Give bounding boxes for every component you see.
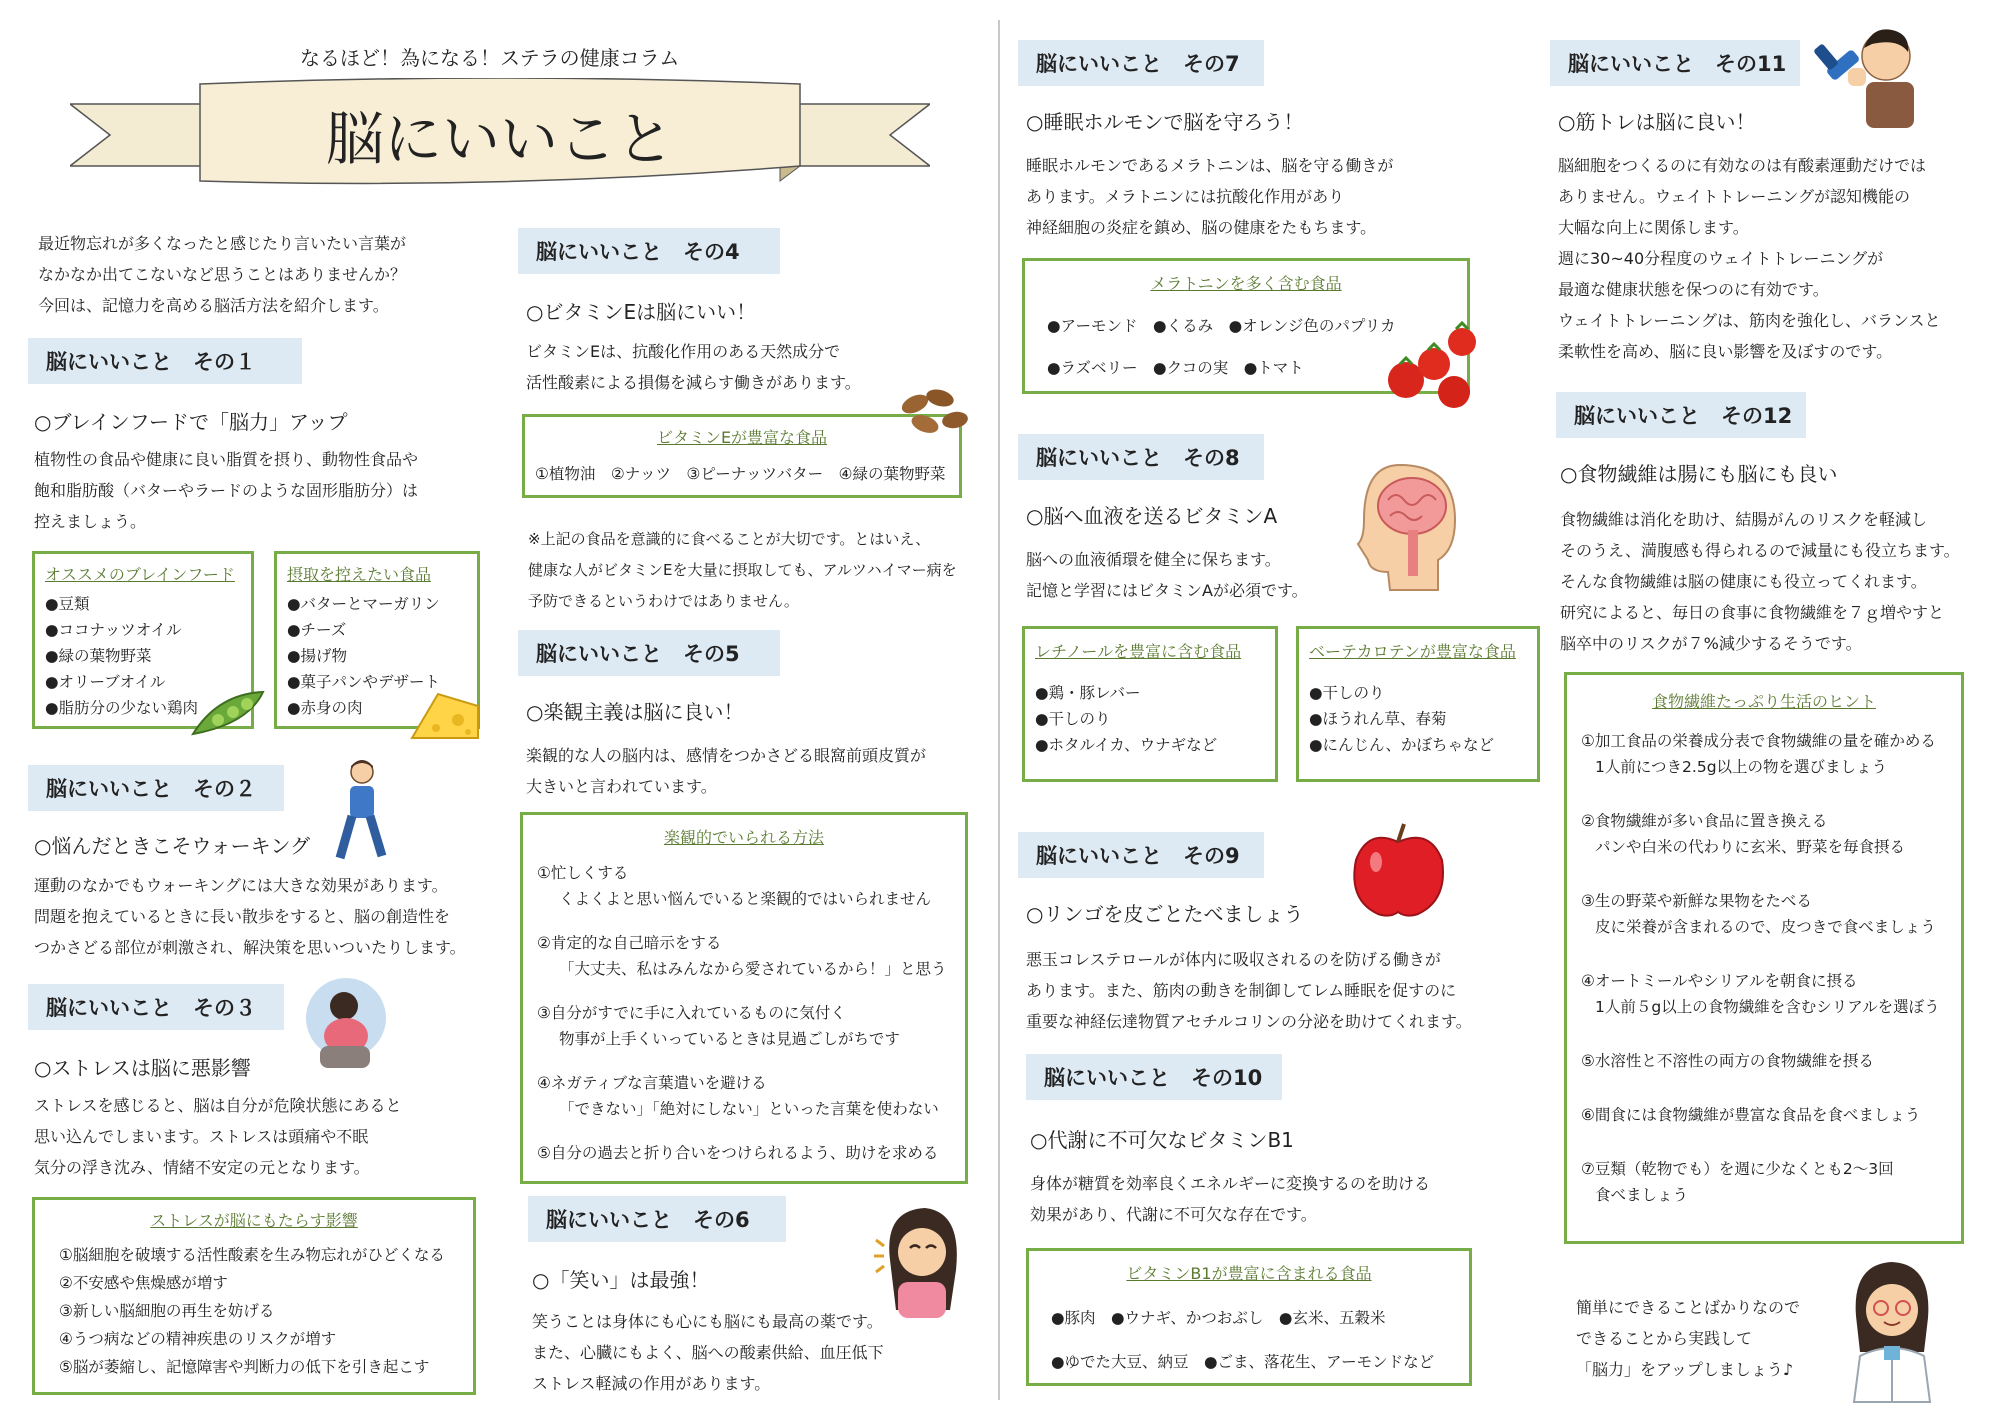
walking-person-icon <box>330 758 392 864</box>
section-5-body: 楽観的な人の脳内は、感情をつかさどる眼窩前頭皮質が 大きいと言われています。 <box>526 746 927 796</box>
list-item: ●干しのり <box>1035 710 1111 728</box>
list-item: ●ホタルイカ、ウナギなど <box>1035 736 1218 754</box>
list-item: ●鶏・豚レバー <box>1035 684 1141 702</box>
melatonin-food-row-2: ●ラズベリー ●クコの実 ●トマト <box>1047 359 1304 377</box>
list-item: ●脂肪分の少ない鶏肉 <box>45 699 199 717</box>
retinol-box-title: レチノールを豊富に含む食品 <box>1035 642 1242 661</box>
section-10-subtitle: ○代謝に不可欠なビタミンB1 <box>1030 1128 1294 1152</box>
laughing-woman-icon <box>870 1200 970 1320</box>
tomatoes-icon <box>1370 320 1480 412</box>
tip-detail: 物事が上手くいっているときは見過ごしがちです <box>559 1030 900 1048</box>
section-10-heading: 脳にいいこと その10 <box>1026 1054 1282 1100</box>
list-item: ●揚げ物 <box>287 647 348 665</box>
section-3-heading: 脳にいいこと その３ <box>28 984 284 1030</box>
list-item: ●菓子パンやデザート <box>287 673 441 691</box>
pea-pod-icon <box>188 684 268 744</box>
list-item: ●干しのり <box>1309 684 1385 702</box>
section-11-body: 脳細胞をつくるのに有効なのは有酸素運動だけでは ありません。ウェイトトレーニングが認知機能の 大幅な向上に関係します。 週に30~40分程度のウェイトトレーニングが 最適な健康状態を保つのに有効です。 ウェイトトレーニングは、筋肉を強化し、バランスと 柔軟性を高め、脳に良い影響を及ぼすのです。 <box>1558 156 1941 361</box>
list-item: ●豆類 <box>45 595 90 613</box>
doctor-woman-icon <box>1836 1256 1946 1404</box>
list-item: ●オリーブオイル <box>45 673 166 691</box>
tip-detail: 食べましょう <box>1595 1186 1689 1204</box>
tip-detail: くよくよと思い悩んでいると楽観的ではいられません <box>559 890 932 908</box>
vitamin-b1-box-title: ビタミンB1が豊富に含まれる食品 <box>1126 1264 1372 1283</box>
tip-heading: ④オートミールやシリアルを朝食に摂る <box>1581 972 1858 990</box>
page-title: 脳にいいこと <box>325 105 674 173</box>
section-8-heading: 脳にいいこと その8 <box>1018 434 1264 480</box>
section-9-subtitle: ○リンゴを皮ごとたべましょう <box>1026 902 1304 926</box>
weightlifting-man-icon <box>1812 20 1932 130</box>
tip-detail: 「大丈夫、私はみんなから愛されているから！」と思う <box>559 960 947 978</box>
section-6-body: 笑うことは身体にも心にも脳にも最高の薬です。 また、心臓にもよく、脳への酸素供給、血圧低下 ストレス軽減の作用があります。 <box>532 1312 884 1393</box>
vitamin-e-food-list: ①植物油 ②ナッツ ③ピーナッツバター ④緑の葉物野菜 <box>535 465 946 483</box>
vitamin-b1-food-row-1: ●豚肉 ●ウナギ、かつおぶし ●玄米、五穀米 <box>1051 1309 1386 1327</box>
stress-effects-box-title: ストレスが脳にもたらす影響 <box>150 1211 358 1230</box>
list-item: ②不安感や焦燥感が増す <box>59 1274 228 1292</box>
list-item: ⑤脳が萎縮し、記憶障害や判断力の低下を引き起こす <box>59 1358 430 1376</box>
tip-heading: ②肯定的な自己暗示をする <box>537 934 722 952</box>
vitamin-b1-food-row-2: ●ゆでた大豆、納豆 ●ごま、落花生、アーモンドなど <box>1051 1353 1435 1371</box>
brainfood-box-title: オススメのブレインフード <box>45 565 235 584</box>
section-11-subtitle: ○筋トレは脳に良い！ <box>1558 110 1756 134</box>
section-7-body: 睡眠ホルモンであるメラトニンは、脳を守る働きが あります。メラトニンには抗酸化作用があり 神経細胞の炎症を鎮め、脳の健康をたもちます。 <box>1026 156 1394 237</box>
section-6-subtitle: ○「笑い」は最強！ <box>532 1268 710 1292</box>
section-2-heading: 脳にいいこと その２ <box>28 765 284 811</box>
tip-heading: ①加工食品の栄養成分表で食物繊維の量を確かめる <box>1581 732 1936 750</box>
section-6-heading: 脳にいいこと その6 <box>528 1196 786 1242</box>
section-3-subtitle: ○ストレスは脳に悪影響 <box>34 1056 251 1080</box>
tip-heading: ⑦豆類（乾物でも）を週に少なくとも2～3回 <box>1581 1160 1894 1178</box>
section-5-heading: 脳にいいこと その5 <box>518 630 780 676</box>
column-kicker: なるほど！為になる！ステラの健康コラム <box>300 46 680 70</box>
tip-heading: ④ネガティブな言葉遣いを避ける <box>537 1074 767 1092</box>
section-7-heading: 脳にいいこと その7 <box>1018 40 1264 86</box>
optimism-box <box>520 812 968 1184</box>
section-10-body: 身体が糖質を効率良くエネルギーに変換するのを助ける 効果があり、代謝に不可欠な存在です。 <box>1030 1174 1431 1224</box>
beta-carotene-box-title: ベーテカロテンが豊富な食品 <box>1309 642 1516 661</box>
list-item: ③新しい脳細胞の再生を妨げる <box>59 1302 275 1320</box>
list-item: ●緑の葉物野菜 <box>45 647 152 665</box>
section-12-heading: 脳にいいこと その12 <box>1556 392 1806 438</box>
tip-heading: ⑤自分の過去と折り合いをつけられるよう、助けを求める <box>537 1144 939 1162</box>
tip-heading: ③自分がすでに手に入れているものに気付く <box>537 1004 846 1022</box>
closing-message: 簡単にできることばかりなので できることから実践して 「脳力」をアップしましょう♪ <box>1576 1298 1801 1379</box>
tip-detail: 「できない」「絶対にしない」といった言葉を使わない <box>559 1100 939 1118</box>
melatonin-food-row-1: ●アーモンド ●くるみ ●オレンジ色のパプリカ <box>1047 317 1396 335</box>
section-2-subtitle: ○悩んだときこそウォーキング <box>34 834 311 858</box>
tip-detail: 1人前５g以上の食物繊維を含むシリアルを選ぼう <box>1595 998 1940 1016</box>
apple-icon <box>1348 820 1450 920</box>
retinol-box <box>1022 626 1278 782</box>
brain-head-icon <box>1350 460 1460 595</box>
list-item: ④うつ病などの精神疾患のリスクが増す <box>59 1330 337 1348</box>
melatonin-box-title: メラトニンを多く含む食品 <box>1150 274 1342 293</box>
section-1-body: 植物性の食品や健康に良い脂質を摂り、動物性食品や 飽和脂肪酸（バターやラードのような固形脂肪分）は 控えましょう。 <box>34 450 419 531</box>
section-7-subtitle: ○睡眠ホルモンで脳を守ろう！ <box>1026 110 1304 134</box>
list-item: ●ココナッツオイル <box>45 621 182 639</box>
tip-heading: ②食物繊維が多い食品に置き換える <box>1581 812 1828 830</box>
vitamin-e-box-title: ビタミンEが豊富な食品 <box>656 428 828 447</box>
list-item: ●チーズ <box>287 621 347 639</box>
list-item: ●赤身の肉 <box>287 699 363 717</box>
section-4-subtitle: ○ビタミンEは脳にいい！ <box>526 300 757 324</box>
tip-detail: 1人前につき2.5g以上の物を選びましょう <box>1595 758 1888 776</box>
cheese-icon <box>408 688 484 746</box>
page-divider <box>998 20 1000 1400</box>
section-1-heading: 脳にいいこと その１ <box>28 338 302 384</box>
section-5-subtitle: ○楽観主義は脳に良い！ <box>526 700 744 724</box>
vitamin-e-note: ※上記の食品を意識的に食べることが大切です。とはいえ、 健康な人がビタミンEを大量に摂取しても、アルツハイマー病を 予防できるというわけではありません。 <box>528 530 957 610</box>
section-12-body: 食物繊維は消化を助け、結腸がんのリスクを軽減し そのうえ、満腹感も得られるので減量にも役立ちます。 そんな食物繊維は脳の健康にも役立ってくれます。 研究によると、毎日の食事に食物繊維を７ｇ増やすと 脳卒中のリスクが７%減少するそうです。 <box>1560 510 1960 653</box>
avoid-foods-box-title: 摂取を控えたい食品 <box>287 565 432 584</box>
tip-detail: 皮に栄養が含まれるので、皮つきで食べましょう <box>1595 918 1936 936</box>
section-4-body: ビタミンEは、抗酸化作用のある天然成分で 活性酸素による損傷を減らす働きがあります。 <box>526 342 861 392</box>
section-8-body: 脳への血液循環を健全に保ちます。 記憶と学習にはビタミンAが必須です。 <box>1026 550 1308 600</box>
list-item: ①脳細胞を破壊する活性酸素を生み物忘れがひどくなる <box>59 1246 445 1264</box>
optimism-box-title: 楽観的でいられる方法 <box>663 828 824 847</box>
fiber-tips-box <box>1564 672 1964 1244</box>
section-2-body: 運動のなかでもウォーキングには大きな効果があります。 問題を抱えているときに長い散歩をすると、脳の創造性を つかさどる部位が刺激され、解決策を思いついたりします。 <box>34 876 466 957</box>
beta-carotene-box <box>1296 626 1540 782</box>
section-12-subtitle: ○食物繊維は腸にも脳にも良い <box>1560 462 1838 486</box>
section-11-heading: 脳にいいこと その11 <box>1550 40 1800 86</box>
section-1-subtitle: ○ブレインフードで「脳力」アップ <box>34 410 348 434</box>
section-3-body: ストレスを感じると、脳は自分が危険状態にあると 思い込んでしまいます。ストレスは頭痛や不眠 気分の浮き沈み、情緒不安定の元となります。 <box>34 1096 402 1177</box>
list-item: ●バターとマーガリン <box>287 595 440 613</box>
section-9-body: 悪玉コレステロールが体内に吸収されるのを防げる働きが あります。また、筋肉の動きを制御してレム睡眠を促すのに 重要な神経伝達物質アセチルコリンの分泌を助けてくれます。 <box>1026 950 1472 1031</box>
vitamin-b1-box <box>1026 1248 1472 1386</box>
almonds-icon <box>895 384 975 444</box>
section-9-heading: 脳にいいこと その9 <box>1018 832 1264 878</box>
tip-heading: ①忙しくする <box>537 864 629 882</box>
tip-heading: ③生の野菜や新鮮な果物をたべる <box>1581 892 1812 910</box>
stressed-person-icon <box>300 974 392 1074</box>
tip-heading: ⑤水溶性と不溶性の両方の食物繊維を摂る <box>1581 1052 1874 1070</box>
stress-effects-box <box>32 1197 476 1395</box>
section-8-subtitle: ○脳へ血液を送るビタミンA <box>1026 504 1278 528</box>
section-4-heading: 脳にいいこと その4 <box>518 228 780 274</box>
tip-heading: ⑥間食には食物繊維が豊富な食品を食べましょう <box>1581 1106 1921 1124</box>
list-item: ●にんじん、かぼちゃなど <box>1309 736 1494 754</box>
intro-text: 最近物忘れが多くなったと感じたり言いたい言葉が なかなか出てこないなど思うことはありませんか？ 今回は、記憶力を高める脳活方法を紹介します。 <box>38 234 407 315</box>
fiber-tips-box-title: 食物繊維たっぷり生活のヒント <box>1651 692 1876 711</box>
tip-detail: パンや白米の代わりに玄米、野菜を毎食摂る <box>1595 838 1906 856</box>
list-item: ●ほうれん草、春菊 <box>1309 710 1447 728</box>
